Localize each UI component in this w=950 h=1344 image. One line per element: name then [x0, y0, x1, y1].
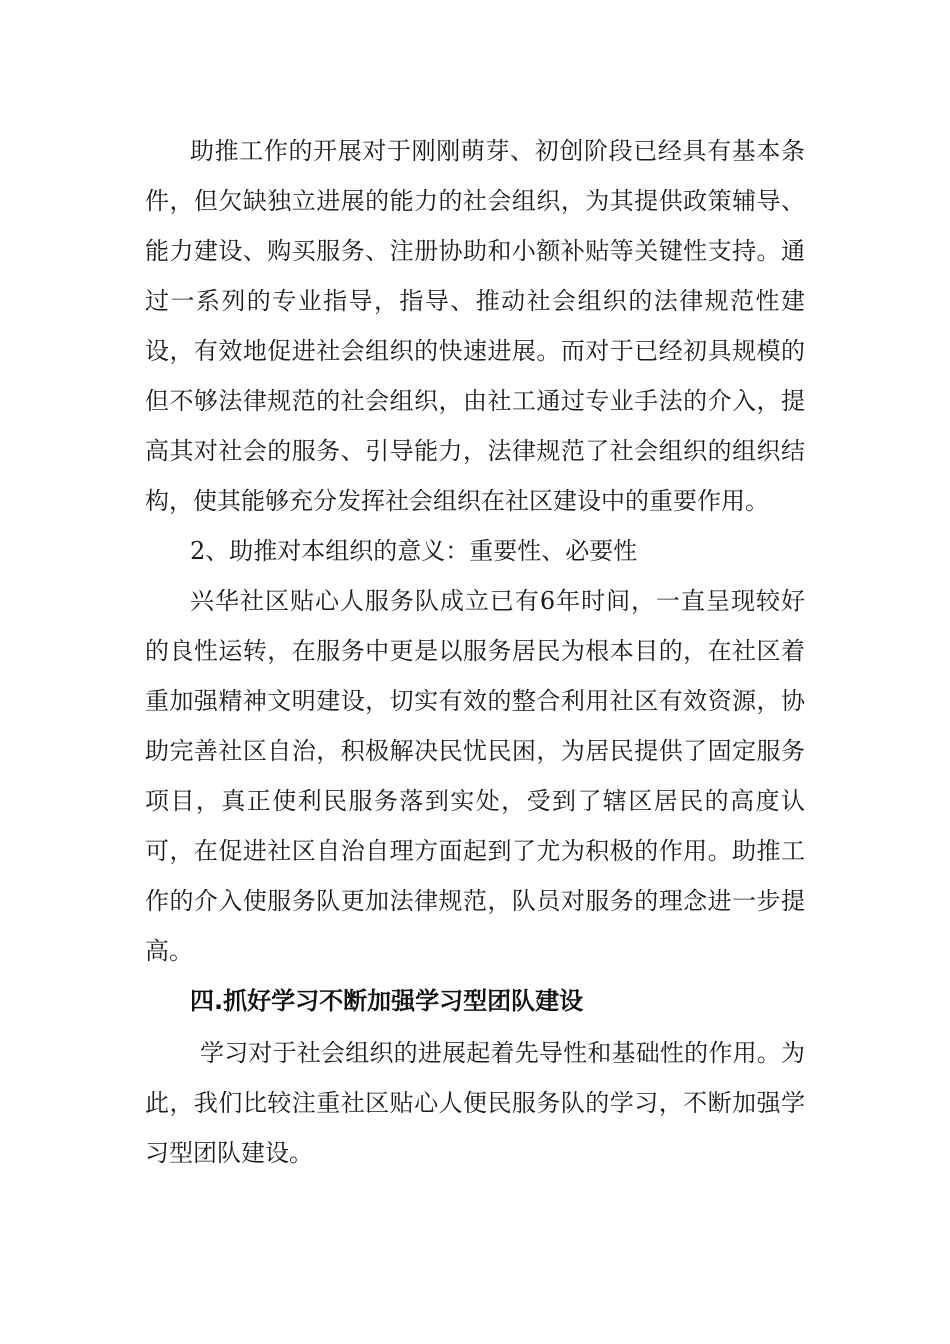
text-line: 能力建设、购买服务、注册协助和小额补贴等关键性支持。通: [145, 237, 805, 265]
text-line: 可，在促进社区自治自理方面起到了尤为积极的作用。助推工: [145, 837, 805, 865]
text-line: 重加强精神文明建设，切实有效的整合利用社区有效资源，协: [145, 687, 805, 715]
text-line: 助推工作的开展对于刚刚萌芽、初创阶段已经具有基本条: [190, 137, 805, 165]
text-line: 件，但欠缺独立进展的能力的社会组织，为其提供政策辅导、: [145, 187, 805, 215]
subheading: 2、助推对本组织的意义：重要性、必要性: [190, 537, 638, 565]
text-line: 学习对于社会组织的进展起着先导性和基础性的作用。为: [200, 1039, 805, 1067]
text-line: 高。: [145, 937, 193, 965]
text-line: 的良性运转，在服务中更是以服务居民为根本目的，在社区着: [145, 637, 805, 665]
text-line: 助完善社区自治，积极解决民忧民困，为居民提供了固定服务: [145, 737, 805, 765]
text-line: 过一系列的专业指导，指导、推动社会组织的法律规范性建: [145, 287, 805, 315]
text-line: 习型团队建设。: [145, 1139, 313, 1167]
section-heading: 四.抓好学习不断加强学习型团队建设: [190, 987, 584, 1015]
text-line: 设，有效地促进社会组织的快速进展。而对于已经初具规模的: [145, 337, 805, 365]
text-line: 构，使其能够充分发挥社会组织在社区建设中的重要作用。: [145, 487, 769, 515]
text-line: 高其对社会的服务、引导能力，法律规范了社会组织的组织结: [145, 437, 805, 465]
text-line: 此，我们比较注重社区贴心人便民服务队的学习，不断加强学: [145, 1089, 805, 1117]
text-line: 但不够法律规范的社会组织，由社工通过专业手法的介入，提: [145, 387, 805, 415]
text-line: 作的介入使服务队更加法律规范，队员对服务的理念进一步提: [145, 887, 805, 915]
text-line: 项目，真正使利民服务落到实处，受到了辖区居民的高度认: [145, 787, 805, 815]
text-line: 兴华社区贴心人服务队成立已有6年时间，一直呈现较好: [190, 587, 805, 615]
